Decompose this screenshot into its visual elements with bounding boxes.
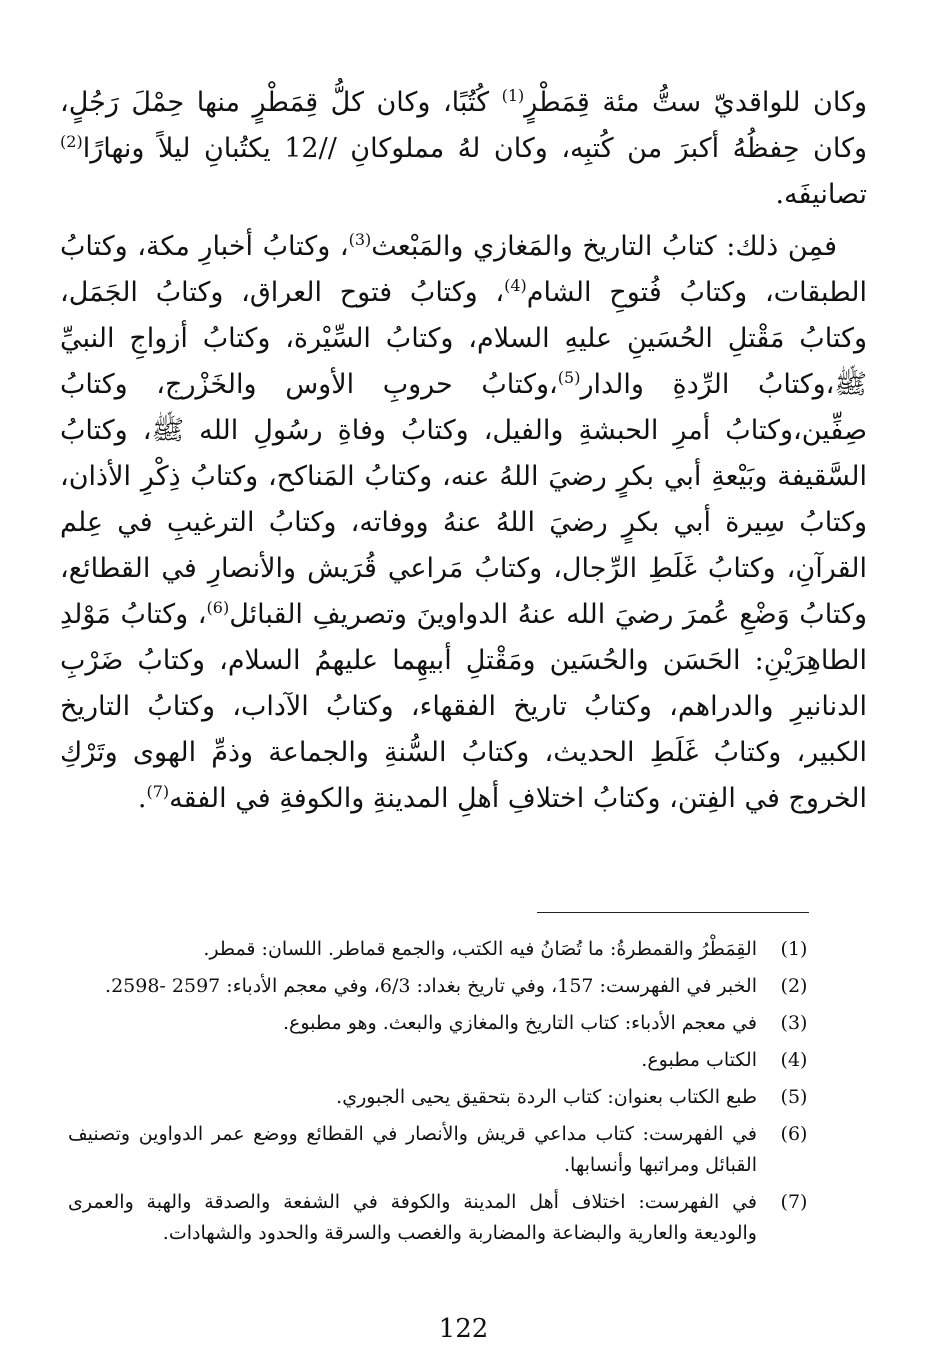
footnote-ref-5[interactable]: (5) (557, 368, 581, 387)
footnote-number: (2) (780, 975, 808, 997)
footnote-3 (68, 1008, 817, 1039)
footnote-text: الكتاب مطبوع. (641, 1049, 757, 1071)
text-run: تصانيفَه. (775, 179, 867, 210)
footnote-number: (4) (780, 1049, 808, 1071)
text-run: ،وكتابُ حروبِ الأوس والخَزْرج، وكتابُ صِفِّين،وكتابُ أمرِ الحبشةِ والفيل، وكتابُ وفاةِ رسُولِ الله ﷺ، وكتابُ السَّقيفة وبَيْعةِ أبي بكرٍ رضيَ اللهُ عنه، وكتابُ المَناكح، وكتابُ ذِكْرِ الأذان، وكتابُ سِيرة أبي بكرٍ رضيَ اللهُ عنهُ ووفاته، وكتابُ الترغيبِ في عِلم القرآنِ، وكتابُ غَلَطِ الرِّجال، وكتابُ مَراعي قُرَيش والأنصارِ في القطائع، وكتابُ وَضْعِ عُمرَ رضيَ الله عنهُ الدواوينَ وتصريفِ القبائل (60, 369, 867, 630)
footnote-text: القِمَطْرُ والقمطرةُ: ما تُصَانُ فيه الكتب، والجمع قماطر. اللسان: قمطر. (203, 938, 757, 960)
text-run: ، وكتابُ فتوح العراق، وكتابُ الجَمَل، وكتابُ مَقْتلِ الحُسَينِ عليهِ السلام، وكتابُ السِّيْرة، وكتابُ أزواجِ النبيِّ ﷺ،وكتابُ الرِّدةِ والدار (60, 277, 867, 400)
footnote-number: (6) (780, 1123, 808, 1145)
footnote-5 (68, 1082, 817, 1113)
text-run: كُتُبًا، وكان كلُّ قِمَطْرٍ منها حِمْلَ رَجُلٍ، وكان حِفظُهُ أكبرَ من كُتبِه، وكان لهُ مملوكانِ //12 يكتُبانِ ليلاً ونهارًا (60, 87, 868, 164)
footnote-text: الخبر في الفهرست: 157، وفي تاريخ بغداد: 6/3، وفي معجم الأدباء: 2597 -2598. (105, 975, 757, 997)
footnote-6 (68, 1119, 817, 1181)
text-run: ، وكتابُ مَوْلدِ الطاهِرَيْنِ: الحَسَن والحُسَين ومَقْتلِ أبيهِما عليهمُ السلام، وكتابُ ضَرْبِ الدنانيرِ والدراهم، وكتابُ تاريخ الفقهاء، وكتابُ الآداب، وكتابُ التاريخ الكبير، وكتابُ غَلَطِ الحديث، وكتابُ السُّنةِ والجماعة وذمِّ الهوى وتَرْكِ الخروج في الفِتن، وكتابُ اختلافِ أهلِ المدينةِ والكوفةِ في الفقه (60, 599, 867, 814)
text-run: فمِن ذلك: كتابُ التاريخ والمَغازي والمَبْعث (371, 231, 837, 262)
footnote-1 (68, 934, 817, 965)
footnote-7 (68, 1187, 817, 1249)
footnote-number: (1) (780, 938, 808, 960)
page-number: 122 (438, 1314, 489, 1344)
footnote-ref-7[interactable]: (7) (146, 782, 170, 801)
footnote-text: طبع الكتاب بعنوان: كتاب الردة بتحقيق يحيى الجبوري. (336, 1086, 757, 1108)
footnote-number: (5) (780, 1086, 808, 1108)
footnote-2 (68, 971, 817, 1002)
footnote-ref-2[interactable]: (2) (60, 132, 83, 151)
footnotes (68, 934, 817, 1255)
footnote-ref-6[interactable]: (6) (206, 598, 230, 617)
paragraph-2 (60, 224, 867, 822)
footnote-ref-4[interactable]: (4) (504, 276, 527, 295)
text-run: ، وكتابُ أخبارِ مكة، وكتابُ الطبقات، وكتابُ فُتوحِ الشام (60, 231, 867, 308)
text-run: . (137, 783, 147, 814)
footnote-text: في معجم الأدباء: كتاب التاريخ والمغازي والبعث. وهو مطبوع. (282, 1012, 757, 1034)
footnote-number: (7) (780, 1191, 808, 1213)
main-text (60, 80, 867, 822)
footnote-ref-3[interactable]: (3) (348, 230, 372, 249)
footnote-4 (68, 1045, 817, 1076)
footnote-text: في الفهرست: اختلاف أهل المدينة والكوفة في الشفعة والصدقة والهبة والعمرى والوديعة والعارية والبضاعة والمضاربة والغصب والسرقة والحدود والشهادات. (68, 1191, 757, 1244)
footnote-ref-1[interactable]: (1) (501, 86, 525, 105)
text-run: وكان للواقديّ ستُّ مئة قِمَطْرٍ (524, 87, 867, 118)
footnote-number: (3) (780, 1012, 808, 1034)
footnote-separator (537, 912, 809, 913)
paragraph-1 (60, 80, 867, 218)
footnote-text: في الفهرست: كتاب مداعي قريش والأنصار في القطائع ووضع عمر الدواوين وتصنيف القبائل ومراتبها وأنسابها. (68, 1123, 757, 1176)
